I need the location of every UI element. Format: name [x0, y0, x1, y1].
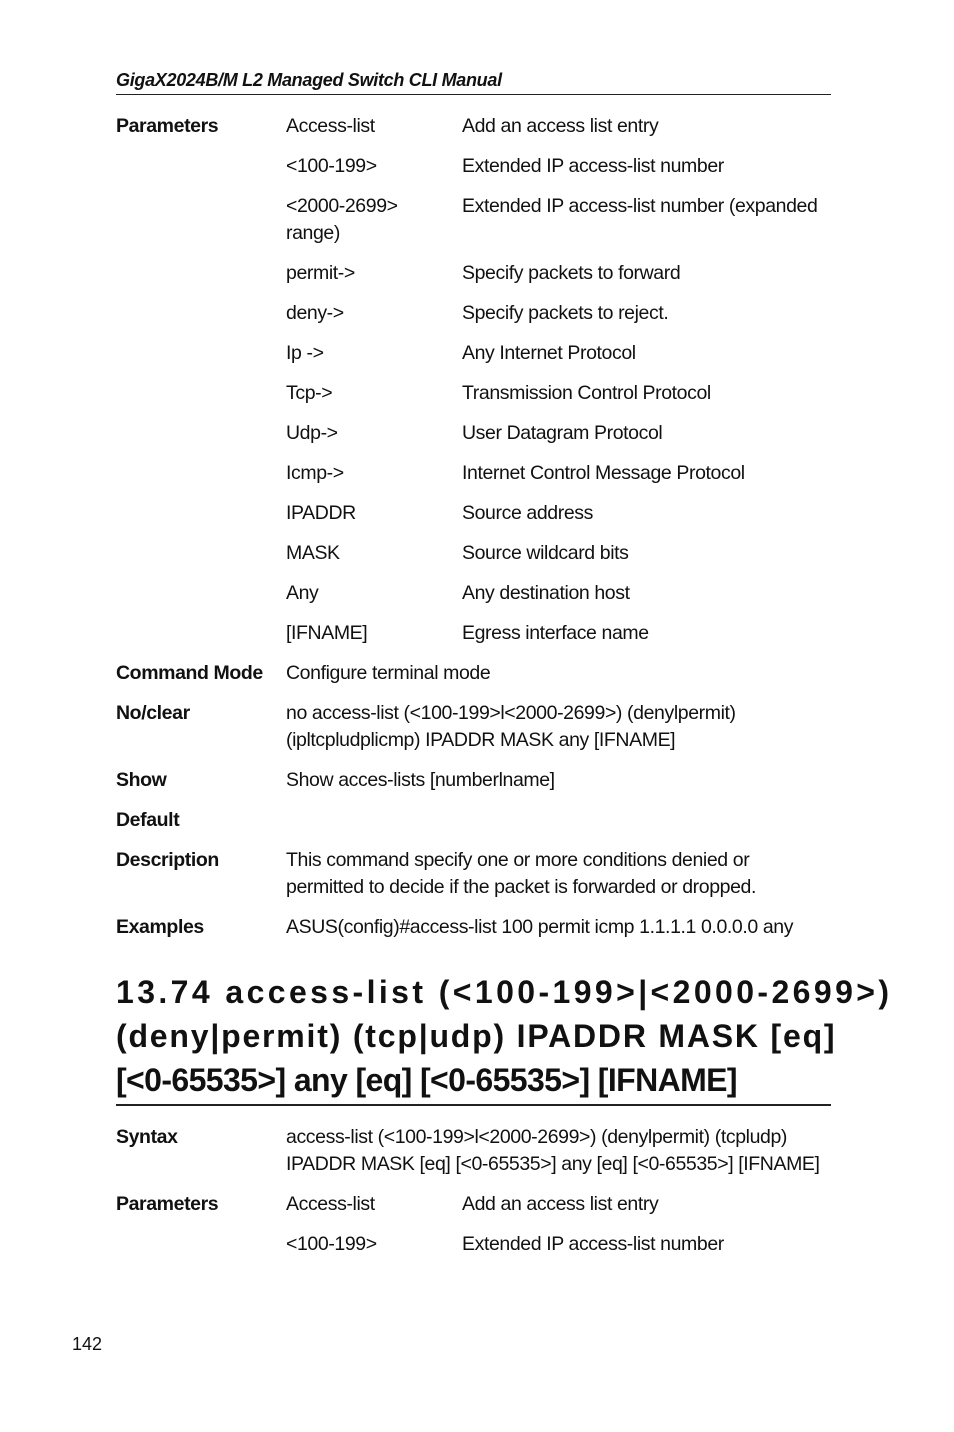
description-line: permitted to decide if the packet is forwarded or dropped.	[286, 876, 756, 898]
parameters-label: Parameters	[116, 115, 219, 137]
syntax-row	[116, 1124, 836, 1178]
param-row	[116, 1231, 836, 1258]
param-name-continuation: range)	[286, 222, 340, 244]
param-desc: Transmission Control Protocol	[462, 382, 711, 404]
param-row	[116, 620, 836, 647]
section-title	[116, 970, 893, 1106]
param-name: Udp->	[286, 422, 338, 444]
param-name: Icmp->	[286, 462, 344, 484]
param-row	[116, 260, 836, 287]
section-title-line: (deny|permit) (tcp|udp) IPADDR MASK [eq]	[116, 1018, 837, 1054]
param-name: <100-199>	[286, 155, 377, 177]
param-desc: Specify packets to reject.	[462, 302, 669, 324]
description-label: Description	[116, 849, 219, 871]
noclear-line: (ipltcpludplicmp) IPADDR MASK any [IFNAME]	[286, 729, 676, 751]
param-desc: Any destination host	[462, 582, 630, 604]
param-name: Access-list	[286, 115, 375, 137]
show-value: Show acces-lists [numberlname]	[286, 769, 555, 791]
param-name: permit->	[286, 262, 355, 284]
param-desc: Egress interface name	[462, 622, 649, 644]
param-row	[116, 580, 836, 607]
param-row	[116, 153, 836, 180]
syntax-label: Syntax	[116, 1126, 178, 1148]
page-number: 142	[72, 1334, 103, 1354]
param-row	[116, 500, 836, 527]
param-name: IPADDR	[286, 502, 356, 524]
param-row	[116, 380, 836, 407]
command-mode-row	[116, 660, 836, 687]
param-desc: Specify packets to forward	[462, 262, 681, 284]
command-mode-value: Configure terminal mode	[286, 662, 491, 684]
description-line: This command specify one or more conditions denied or	[286, 849, 750, 871]
param-desc: Add an access list entry	[462, 1193, 659, 1215]
page-header: GigaX2024B/M L2 Managed Switch CLI Manual	[116, 70, 831, 95]
param-desc: Any Internet Protocol	[462, 342, 636, 364]
param-name: MASK	[286, 542, 340, 564]
command-mode-label: Command Mode	[116, 662, 263, 684]
param-name: Tcp->	[286, 382, 333, 404]
param-desc: Add an access list entry	[462, 115, 659, 137]
param-name: [IFNAME]	[286, 622, 368, 644]
param-name: Access-list	[286, 1193, 375, 1215]
param-name: <2000-2699>	[286, 195, 398, 217]
noclear-label: No/clear	[116, 702, 190, 724]
description-row	[116, 847, 836, 901]
param-desc: Internet Control Message Protocol	[462, 462, 745, 484]
param-desc: Extended IP access-list number (expanded	[462, 195, 818, 217]
section-definition-block	[116, 1124, 836, 1271]
param-desc: Extended IP access-list number	[462, 1233, 724, 1255]
syntax-line: access-list (<100-199>l<2000-2699>) (denylpermit) (tcpludp)	[286, 1126, 788, 1148]
param-name: Any	[286, 582, 319, 604]
param-row	[116, 193, 836, 247]
param-row	[116, 113, 836, 140]
noclear-row	[116, 700, 836, 754]
top-definition-block	[116, 113, 836, 954]
examples-label: Examples	[116, 916, 204, 938]
examples-row	[116, 914, 836, 941]
examples-value: ASUS(config)#access-list 100 permit icmp 1.1.1.1 0.0.0.0 any	[286, 916, 794, 938]
param-desc: Source wildcard bits	[462, 542, 629, 564]
show-label: Show	[116, 769, 167, 791]
syntax-line: IPADDR MASK [eq] [<0-65535>] any [eq] [<0-65535>] [IFNAME]	[286, 1153, 820, 1175]
default-row	[116, 807, 836, 834]
param-name: deny->	[286, 302, 344, 324]
param-row	[116, 540, 836, 567]
param-desc: Extended IP access-list number	[462, 155, 724, 177]
section-title-line: 13.74 access-list (<100-199>|<2000-2699>)	[116, 974, 893, 1010]
show-row	[116, 767, 836, 794]
param-name: <100-199>	[286, 1233, 377, 1255]
param-row	[116, 420, 836, 447]
param-name: Ip ->	[286, 342, 324, 364]
param-row	[116, 460, 836, 487]
parameters-label: Parameters	[116, 1193, 219, 1215]
default-label: Default	[116, 809, 180, 831]
param-desc: Source address	[462, 502, 593, 524]
noclear-line: no access-list (<100-199>l<2000-2699>) (denylpermit)	[286, 702, 736, 724]
section-title-line: [<0-65535>] any [eq] [<0-65535>] [IFNAME]	[116, 1062, 737, 1098]
param-desc: User Datagram Protocol	[462, 422, 663, 444]
param-row	[116, 300, 836, 327]
param-row	[116, 1191, 836, 1218]
param-row	[116, 340, 836, 367]
